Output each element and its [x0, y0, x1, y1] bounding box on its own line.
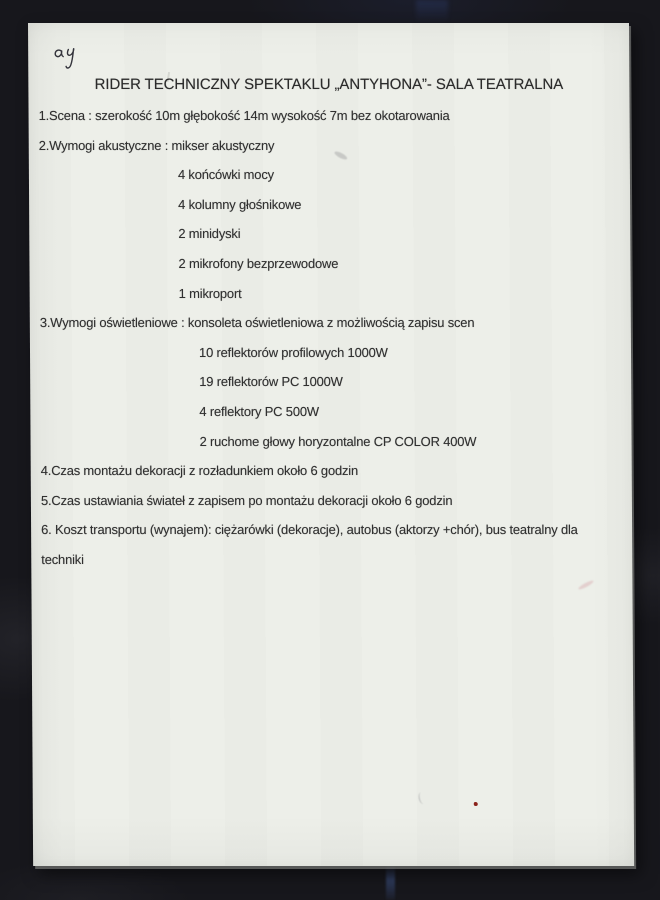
document-line: techniki: [41, 551, 84, 567]
document-title: RIDER TECHNICZNY SPEKTAKLU „ANTYHONA”- SALA TEATRALNA: [94, 76, 564, 93]
smudge-mark: [418, 791, 427, 804]
document-line: 2 ruchome głowy horyzontalne CP COLOR 400W: [199, 433, 477, 449]
document-line: 4 końcówki mocy: [177, 167, 274, 183]
document-line: 10 reflektorów profilowych 1000W: [198, 344, 388, 360]
document-line: 1 mikroport: [178, 285, 242, 301]
scan-streak: [386, 864, 395, 900]
document-line: 4 reflektory PC 500W: [199, 403, 319, 419]
document-line: 19 reflektorów PC 1000W: [199, 374, 343, 390]
handwriting-strokes: [51, 43, 87, 79]
document-lines: [38, 101, 626, 575]
document-line: 6. Koszt transportu (wynajem): ciężarówki (dekoracje), autobus (aktorzy +chór), bus teatralny dla: [41, 522, 578, 538]
document-line: 2 mikrofony bezprzewodowe: [178, 255, 339, 271]
red-ink-dot: [474, 802, 478, 806]
document-line: 2.Wymogi akustyczne : mikser akustyczny: [38, 137, 275, 153]
scan-streak: [416, 0, 448, 23]
document-line: 2 minidyski: [178, 226, 241, 242]
document-line: 1.Scena : szerokość 10m głębokość 14m wysokość 7m bez okotarowania: [38, 108, 450, 123]
document-line: 4.Czas montażu dekoracji z rozładunkiem około 6 godzin: [40, 463, 359, 479]
document-line: 4 kolumny głośnikowe: [178, 196, 302, 212]
document-page: [28, 23, 634, 866]
document-line: 3.Wymogi oświetleniowe : konsoleta oświetleniowa z możliwością zapisu scen: [39, 315, 475, 331]
smudge-mark: [578, 579, 595, 591]
document-line: 5.Czas ustawiania świateł z zapisem po montażu dekoracji około 6 godzin: [40, 492, 453, 508]
